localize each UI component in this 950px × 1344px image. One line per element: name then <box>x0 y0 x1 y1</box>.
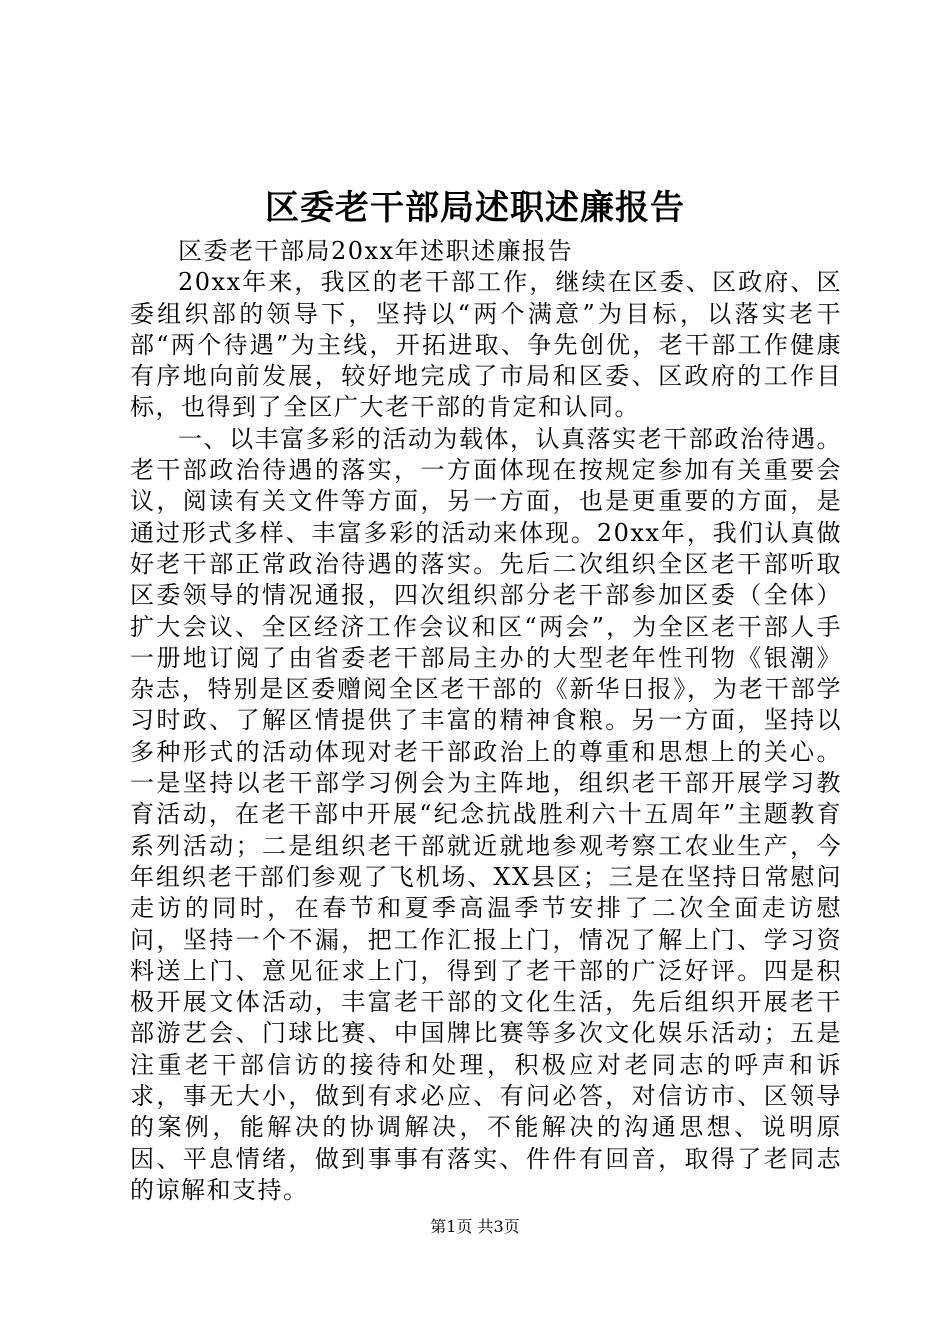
intro-paragraph: 20xx年来，我区的老干部工作，继续在区委、区政府、区委组织部的领导下，坚持以“两个满意”为目标，以落实老干部“两个待遇”为主线，开拓进取、争先创优，老干部工作健康有序地向前发展，较好地完成了市局和区委、区政府的工作目标，也得到了全区广大老干部的肯定和认同。 <box>130 268 842 422</box>
subtitle-paragraph: 区委老干部局20xx年述职述廉报告 <box>178 237 574 265</box>
document-title: 区委老干部局述职述廉报告 <box>265 188 685 228</box>
document-body <box>130 236 842 1206</box>
section-one-paragraph: 一、以丰富多彩的活动为载体，认真落实老干部政治待遇。老干部政治待遇的落实，一方面体现在按规定参加有关重要会议，阅读有关文件等方面，另一方面，也是更重要的方面，是通过形式多样、丰富多彩的活动来体现。20xx年，我们认真做好老干部正常政治待遇的落实。先后二次组织全区老干部听取区委领导的情况通报，四次组织部分老干部参加区委（全体）扩大会议、全区经济工作会议和区“两会”，为全区老干部人手一册地订阅了由省委老干部局主办的大型老年性刊物《银潮》杂志，特别是区委赠阅全区老干部的《新华日报》，为老干部学习时政、了解区情提供了丰富的精神食粮。另一方面，坚持以多种形式的活动体现对老干部政治上的尊重和思想上的关心。一是坚持以老干部学习例会为主阵地，组织老干部开展学习教育活动，在老干部中开展“纪念抗战胜利六十五周年”主题教育系列活动；二是组织老干部就近就地参观考察工农业生产，今年组织老干部们参观了飞机场、XX县区；三是在坚持日常慰问走访的同时，在春节和夏季高温季节安排了二次全面走访慰问，坚持一个不漏，把工作汇报上门，情况了解上门、学习资料送上门、意见征求上门，得到了老干部的广泛好评。四是积极开展文体活动，丰富老干部的文化生活，先后组织开展老干部游艺会、门球比赛、中国牌比赛等多次文化娱乐活动；五是注重老干部信访的接待和处理，积极应对老同志的呼声和诉求，事无大小，做到有求必应、有问必答，对信访市、区领导的案例，能解决的协调解决，不能解决的沟通思想、说明原因、平息情绪，做到事事有落实、件件有回音，取得了老同志的谅解和支持。 <box>130 424 842 1204</box>
page-footer: 第1页 共3页 <box>430 1217 520 1236</box>
